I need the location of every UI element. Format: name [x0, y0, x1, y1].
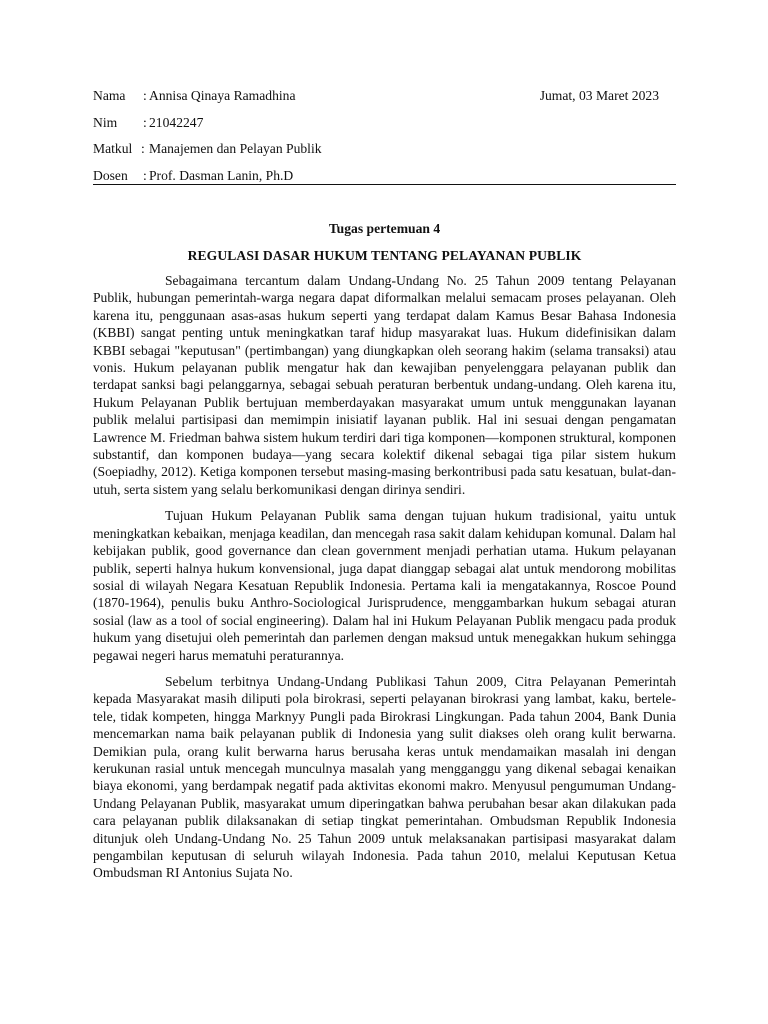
body-paragraph: Sebelum terbitnya Undang-Undang Publikasi Tahun 2009, Citra Pelayanan Pemerintah kepada Masyarakat masih diliputi pola birokrasi, seperti pelayanan birokrasi yang lambat, kaku, bertele-tele, tidak kompeten, hingga Marknyy Pungli pada Birokrasi Lingkungan. Pada tahun 2004, Bank Dunia mencemarkan nama baik pelayanan publik di Indonesia yang sulit diakses oleh orang kulit berwarna. Demikian pula, orang kulit berwarna harus berusaha keras untuk mendamaikan masalah ini dengan kerukunan rasial untuk mencegah munculnya masalah yang mengganggu yang dikenal sebagai kenaikan biaya ekonomi, yang berdampak negatif pada aktivitas ekonomi makro. Menyusul pengumuman Undang-Undang Pelayanan Publik, masyarakat umum diperingatkan bahwa perubahan besar akan dilakukan pada cara pelayanan publik dilaksanakan di setiap tingkat pemerintahan. Ombudsman Republik Indonesia ditunjuk oleh Undang-Undang No. 25 Tahun 2009 untuk melaksanakan partisipasi masyarakat dalam pengambilan keputusan di seluruh wilayah Indonesia. Pada tahun 2010, melalui Keputusan Ketua Ombudsman RI Antonius Sujata No.	[93, 673, 676, 881]
matkul-value: Manajemen dan Pelayan Publik	[149, 141, 322, 157]
body-paragraph: Tujuan Hukum Pelayanan Publik sama dengan tujuan hukum tradisional, yaitu untuk meningkatkan kebaikan, menjaga keadilan, dan mencegah rasa sakit dalam kehidupan komunal. Dalam hal kebijakan publik, good governance dan clean government menjadi perhatian utama. Hukum pelayanan publik, seperti halnya hukum konvensional, juga dapat dianggap sebagai alat untuk mendorong mobilitas sosial di wilayah Negara Kesatuan Republik Indonesia. Pertama kali ia mengatakannya, Roscoe Pound (1870-1964), penulis buku Anthro-Sociological Jurisprudence, menggambarkan hukum sebagai aturan sosial (law as a tool of social engineering). Dalam hal ini Hukum Pelayanan Publik mengacu pada produk hukum yang disetujui oleh pemerintah dan parlemen dengan maksud untuk menegakkan hukum sehingga pegawai negeri harus mematuhi peraturannya.	[93, 508, 676, 663]
header-block	[93, 84, 676, 191]
assignment-subtitle: Tugas pertemuan 4	[328, 221, 441, 236]
dosen-label: Dosen	[93, 168, 128, 184]
nama-colon: :	[143, 88, 147, 103]
document-title: REGULASI DASAR HUKUM TENTANG PELAYANAN PUBLIK	[187, 248, 582, 263]
nim-label: Nim	[93, 114, 118, 130]
document-body	[93, 272, 676, 882]
dosen-colon: :	[143, 168, 147, 184]
header-row-matkul	[93, 137, 676, 164]
nim-value: 21042247	[149, 114, 204, 130]
header-row-nama	[93, 84, 676, 111]
nim-colon: :	[143, 114, 147, 130]
matkul-label: Matkul	[93, 141, 133, 157]
header-divider	[93, 184, 676, 185]
header-row-dosen	[93, 164, 676, 191]
nama-label: Nama	[93, 88, 126, 103]
dosen-value: Prof. Dasman Lanin, Ph.D	[149, 168, 294, 184]
header-row-nim	[93, 111, 676, 138]
body-paragraph: Sebagaimana tercantum dalam Undang-Undang No. 25 Tahun 2009 tentang Pelayanan Publik, hubungan pemerintah-warga negara dapat diformalkan melalui semacam proses pelayanan. Oleh karena itu, penggunaan asas-asas hukum seperti yang terdapat dalam Kamus Besar Bahasa Indonesia (KBBI) sangat penting untuk meningkatkan taraf hidup masyarakat luas. Hukum didefinisikan dalam KBBI sebagai "keputusan" (pertimbangan) yang diungkapkan oleh seorang hakim (selama transaksi) atau vonis. Hukum pelayanan publik mengatur hak dan kewajiban penyelenggara pelayanan publik dan terdapat sanksi bagi pelanggarnya, sebagai sebuah peraturan berbentuk undang-undang. Oleh karena itu, Hukum Pelayanan Publik bertujuan memberdayakan masyarakat umum untuk menggunakan layanan publik melalui partisipasi dan memimpin inisiatif layanan publik. Hal ini sesuai dengan pengamatan Lawrence M. Friedman bahwa sistem hukum terdiri dari tiga komponen—komponen struktural, komponen substantif, dan komponen budaya—yang secara kolektif dikenal sebagai tiga pilar sistem hukum (Soepiadhy, 2012). Ketiga komponen tersebut masing-masing berkontribusi pada satu kesatuan, bulat-dan-utuh, serta sistem yang selalu berkomunikasi dengan dirinya sendiri.	[93, 273, 676, 497]
header-date: Jumat, 03 Maret 2023	[539, 88, 659, 103]
nama-value: Annisa Qinaya Ramadhina	[149, 88, 296, 103]
matkul-colon: :	[141, 141, 145, 157]
